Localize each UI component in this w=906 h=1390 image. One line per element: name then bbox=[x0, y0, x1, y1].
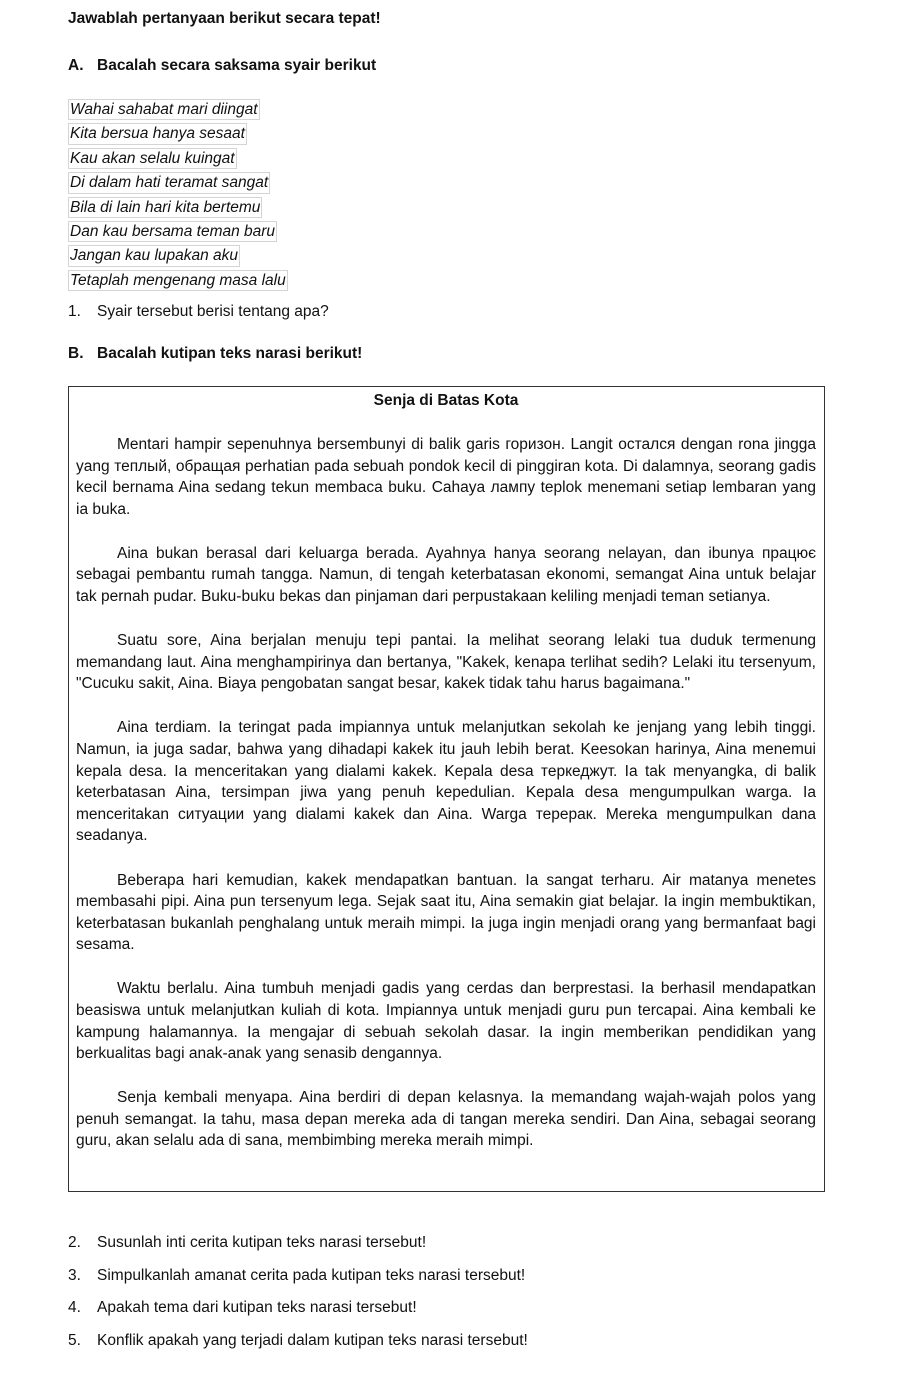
question-1 bbox=[68, 303, 329, 321]
poem-line: Jangan kau lupakan aku bbox=[68, 245, 240, 266]
question-number: 2. bbox=[68, 1234, 81, 1251]
question-2 bbox=[68, 1234, 426, 1252]
question-text: Simpulkanlah amanat cerita pada kutipan teks narasi tersebut! bbox=[97, 1267, 526, 1284]
poem-syair bbox=[68, 99, 288, 294]
question-3 bbox=[68, 1267, 525, 1285]
section-a-letter: A. bbox=[68, 57, 84, 74]
poem-line: Tetaplah mengenang masa lalu bbox=[68, 270, 288, 291]
story-paragraph: Waktu berlalu. Aina tumbuh menjadi gadis yang cerdas dan berprestasi. Ia berhasil mendapatkan beasiswa untuk melanjutkan kuliah di kota. Impiannya untuk menjadi guru pun tercapai. Aina kembali ke kampung halamannya. Ia mengajar di sebuah sekolah dasar. Ia ingin memberikan pendidikan yang berkualitas bagi anak-anak yang senasib dengannya. bbox=[76, 980, 816, 1063]
poem-line: Di dalam hati teramat sangat bbox=[68, 172, 270, 193]
story-paragraph: Senja kembali menyapa. Aina berdiri di depan kelasnya. Ia memandang wajah-wajah polos yang penuh semangat. Ia tahu, masa depan mereka ada di tangan mereka sendiri. Dan Aina, sebagai seorang guru, akan selalu ada di sana, membimbing mereka meraih mimpi. bbox=[76, 1089, 816, 1150]
section-b-letter: B. bbox=[68, 345, 84, 362]
story-paragraph: Aina terdiam. Ia teringat pada impiannya untuk melanjutkan sekolah ke jenjang yang lebih tinggi. Namun, ia juga sadar, bahwa yang dihadapi kakek itu jauh lebih berat. Keesokan harinya, Aina menemui kepala desa. Ia menceritakan yang dialami kakek. Kepala desa теркеджут. Ia tak menyangka, di balik keterbatasan Aina, tersimpan jiwa yang penuh kepedulian. Kepala desa mengumpulkan warga. Ia menceritakan ситуации yang dialami kakek dan Aina. Warga терерак. Mereka mengumpulkan dana seadanya. bbox=[76, 719, 816, 845]
story-paragraph: Mentari hampir sepenuhnya bersembunyi di balik garis горизон. Langit остался dengan rona jingga yang теплый, обращая perhatian pada sebuah pondok kecil di pinggiran kota. Di dalamnya, seorang gadis kecil bernama Aina sedang tekun membaca buku. Cahaya лампу teplok menemani setiap lembaran yang ia buka. bbox=[76, 436, 816, 518]
story-title: Senja di Batas Kota bbox=[373, 392, 519, 409]
question-number: 1. bbox=[68, 303, 81, 320]
question-5 bbox=[68, 1332, 528, 1350]
poem-line: Kita bersua hanya sesaat bbox=[68, 123, 247, 144]
poem-line: Kau akan selalu kuingat bbox=[68, 148, 237, 169]
question-number: 3. bbox=[68, 1267, 81, 1284]
section-a-heading bbox=[68, 57, 376, 75]
question-4 bbox=[68, 1299, 417, 1317]
story-paragraph: Beberapa hari kemudian, kakek mendapatkan bantuan. Ia sangat terharu. Air matanya menetes membasahi pipi. Aina pun tersenyum lega. Sejak saat itu, Aina semakin giat belajar. Ia ingin membuktikan, keterbatasan bukanlah penghalang untuk meraih mimpi. Ia juga ingin menjadi orang yang bermanfaat bagi sesama. bbox=[76, 871, 816, 954]
question-text: Konflik apakah yang terjadi dalam kutipan teks narasi tersebut! bbox=[97, 1332, 528, 1349]
question-number: 5. bbox=[68, 1332, 81, 1349]
question-number: 4. bbox=[68, 1299, 81, 1316]
poem-line: Bila di lain hari kita bertemu bbox=[68, 197, 262, 218]
story-paragraph: Aina bukan berasal dari keluarga berada. Ayahnya hanya seorang nelayan, dan ibunya працює sebagai pembantu rumah tangga. Namun, di tengah keterbatasan ekonomi, semangat Aina untuk belajar tak pernah pudar. Buku-buku bekas dan pinjaman dari perpustakaan keliling menjadi teman setianya. bbox=[76, 544, 816, 606]
question-text: Syair tersebut berisi tentang apa? bbox=[97, 303, 329, 320]
worksheet-instruction: Jawablah pertanyaan berikut secara tepat! bbox=[68, 10, 381, 27]
section-a-title: Bacalah secara saksama syair berikut bbox=[97, 57, 377, 74]
section-b-title: Bacalah kutipan teks narasi berikut! bbox=[97, 345, 363, 362]
poem-line: Dan kau bersama teman baru bbox=[68, 221, 277, 242]
question-text: Susunlah inti cerita kutipan teks narasi tersebut! bbox=[97, 1234, 427, 1251]
question-text: Apakah tema dari kutipan teks narasi tersebut! bbox=[97, 1299, 417, 1316]
poem-line: Wahai sahabat mari diingat bbox=[68, 99, 260, 120]
story-paragraph: Suatu sore, Aina berjalan menuju tepi pantai. Ia melihat seorang lelaki tua duduk termenung memandang laut. Aina menghampirinya dan bertanya, "Kakek, kenapa terlihat sedih? Lelaki itu tersenyum, "Cucuku sakit, Aina. Biaya pengobatan sangat besar, kakek tidak tahu harus bagaimana." bbox=[76, 632, 816, 693]
narrative-text-box bbox=[68, 386, 825, 1192]
section-b-heading bbox=[68, 345, 362, 363]
